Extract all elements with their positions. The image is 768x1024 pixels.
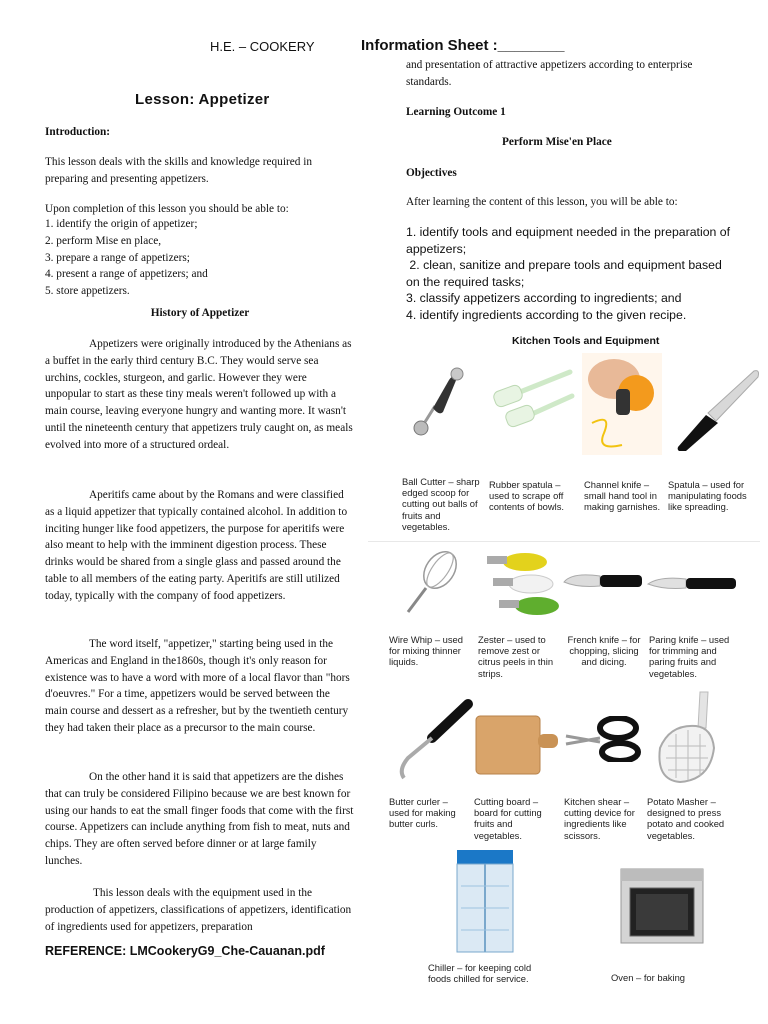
objectives-heading: Objectives <box>406 167 457 179</box>
objective-item: 3. classify appetizers according to ingredients; and <box>406 291 682 305</box>
course-title: H.E. – COOKERY <box>210 39 315 54</box>
history-paragraph-3: The word itself, "appetizer," starting being used in the Americas and England in the1860s, though it's only reason for existence was to have a word with more of a local flavor than "hors d'oeuvres." For a time, appetizers would be served between the main course and dessert as a refresher, but by the twentieth century they had taken their place as a precursor to the main course. <box>45 638 350 734</box>
information-sheet-title: Information Sheet :________ <box>361 37 565 54</box>
history-paragraph-2: Aperitifs came about by the Romans and were classified as a liquid appetizer that typically contained alcohol. In addition to inciting hunger like food appetizers, the purpose for aperitifs were also meant to help with the imminent digestion process. These drinks would be shared from a single glass and passed around the table to all members of the eating party. Aperitifs are still utilized today, typically with the company of food appetizers. <box>45 489 348 602</box>
tool-caption: French knife – for chopping, slicing and dicing. <box>567 634 641 668</box>
potato-masher-icon <box>650 688 722 788</box>
channel-knife-icon <box>582 353 662 455</box>
completion-lead: Upon completion of this lesson you should be able to: <box>45 203 289 215</box>
history-paragraph-4: On the other hand it is said that appetizers are the dishes that can truly be considered Filipino because we are best known for using our hands to eat the small finger foods that come with the first course. Appetizers can include anything from fish to meat, nuts and chips. They are often served before dinner or at large family lunches. <box>45 771 354 867</box>
perform-heading: Perform Mise'en Place <box>502 136 612 148</box>
oven-icon <box>620 868 704 944</box>
tool-caption: Potato Masher – designed to press potato and cooked vegetables. <box>647 796 725 841</box>
tool-caption: Cutting board – board for cutting fruits and vegetables. <box>474 796 542 841</box>
completion-item: 1. identify the origin of appetizer; <box>45 218 198 230</box>
paring-knife-icon <box>646 574 738 594</box>
introduction-text: This lesson deals with the skills and knowledge required in preparing and presenting appetizers. <box>45 156 312 185</box>
completion-item: 4. present a range of appetizers; and <box>45 268 208 281</box>
tool-caption: Wire Whip – used for mixing thinner liquids. <box>389 634 463 668</box>
tool-caption: Zester – used to remove zest or citrus peels in thin strips. <box>478 634 554 679</box>
completion-item: 2. perform Mise en place, <box>45 234 162 247</box>
ball-cutter-icon <box>405 362 475 442</box>
tool-caption: Kitchen shear – cutting device for ingredients like scissors. <box>564 796 635 841</box>
history-heading: History of Appetizer <box>150 307 250 319</box>
kitchen-shear-icon <box>564 716 642 762</box>
objective-item: 1. identify tools and equipment needed in the preparation of appetizers; <box>406 225 731 256</box>
cutting-board-icon <box>472 712 562 778</box>
spatula-icon <box>672 365 762 451</box>
completion-list <box>45 216 355 300</box>
completion-item: 3. prepare a range of appetizers; <box>45 251 190 264</box>
completion-item: 5. store appetizers. <box>45 285 130 298</box>
french-knife-icon <box>562 570 644 594</box>
kitchen-tools-title: Kitchen Tools and Equipment <box>512 335 660 347</box>
tool-caption: Channel knife – small hand tool in making garnishes. <box>584 479 661 513</box>
objective-item: 4. identify ingredients according to the given recipe. <box>406 307 687 322</box>
chiller-icon <box>455 850 515 954</box>
objective-item: 2. clean, sanitize and prepare tools and equipment based on the required tasks; <box>406 258 726 289</box>
tool-caption: Butter curler – used for making butter curls. <box>389 796 456 830</box>
tool-caption: Ball Cutter – sharp edged scoop for cutting out balls of fruits and vegetables. <box>402 476 480 532</box>
tool-caption: Oven – for baking <box>611 972 686 983</box>
tool-caption: Rubber spatula – used to scrape off contents of bowls. <box>489 479 565 513</box>
continuation-text: and presentation of attractive appetizers according to enterprise standards. <box>406 59 693 88</box>
objectives-list <box>406 224 731 323</box>
tool-caption: Paring knife – used for trimming and paring fruits and vegetables. <box>649 634 730 679</box>
history-paragraph-5: This lesson deals with the equipment used in the production of appetizers, classifications of appetizers, identification of ingredients used for appetizers, preparation <box>45 887 352 933</box>
zester-icon <box>473 550 563 620</box>
butter-curler-icon <box>388 698 474 786</box>
lesson-title: Lesson: Appetizer <box>135 91 270 108</box>
objectives-lead: After learning the content of this lesson, you will be able to: <box>406 196 678 208</box>
wire-whip-icon <box>402 548 462 616</box>
learning-outcome-heading: Learning Outcome 1 <box>406 106 506 118</box>
reference-note: REFERENCE: LMCookeryG9_Che-Cauanan.pdf <box>45 944 325 958</box>
introduction-heading: Introduction: <box>45 126 111 138</box>
rubber-spatula-icon <box>490 368 576 428</box>
section-divider <box>368 541 760 542</box>
tool-caption: Spatula – used for manipulating foods like spreading. <box>668 479 747 513</box>
tool-caption: Chiller – for keeping cold foods chilled for service. <box>428 962 532 985</box>
history-paragraph-1: Appetizers were originally introduced by the Athenians as a buffet in the early third century B.C. They would serve sea urchins, cockles, sturgeon, and garlic. However they were unpopular to start as these tiny meals weren't followed up with a main course, leaving everyone hungry and wanting more. It wasn't until the nineteenth century that appetizers truly caught on, as meals evolved into more of a structured ordeal. <box>45 338 353 451</box>
